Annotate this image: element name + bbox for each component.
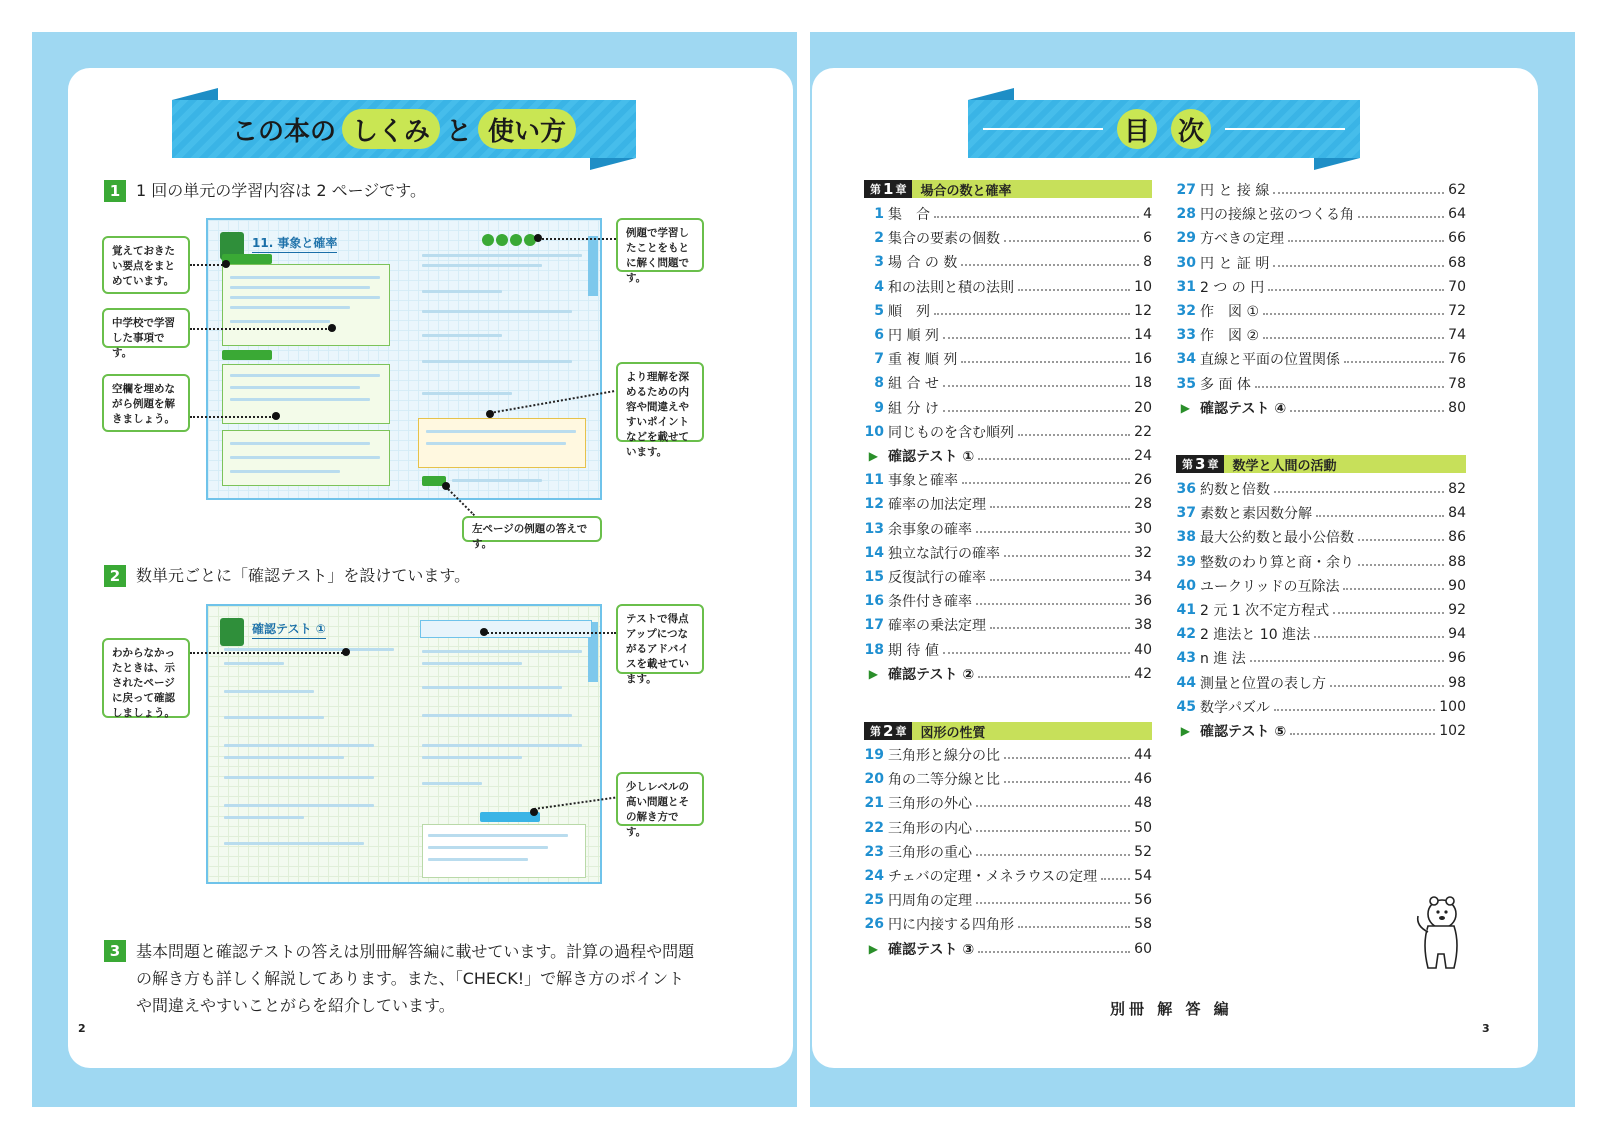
- toc-item-page: 76: [1448, 351, 1466, 368]
- dot-leader: [976, 902, 1130, 904]
- toc-item: [864, 767, 1152, 791]
- toc-item: [864, 420, 1152, 444]
- toc-item-title: 事象と確率: [888, 473, 958, 490]
- dot-leader: [1290, 733, 1435, 735]
- dot-leader: [1358, 216, 1444, 218]
- toc-item-page: 54: [1134, 868, 1152, 884]
- toc-item-title: 直線と平面の位置関係: [1200, 352, 1340, 369]
- toc-item-title: 整数のわり算と商・余り: [1200, 554, 1354, 571]
- toc-item: [1176, 299, 1466, 323]
- toc-item: [1176, 347, 1466, 371]
- toc-item-number: 2: [874, 230, 884, 247]
- callout-advice: テストで得点アップにつながるアドバイスを載せています。: [616, 604, 704, 674]
- sample-page-2: [206, 604, 602, 884]
- toc-item-page: 14: [1134, 327, 1152, 343]
- dot-leader: [962, 482, 1130, 484]
- dot-leader: [1273, 192, 1444, 194]
- triangle-icon: ▶: [868, 941, 878, 956]
- dot-leader: [1358, 564, 1444, 566]
- toc-review-test: [1176, 396, 1466, 420]
- toc-item-number: 44: [1176, 674, 1196, 691]
- toc-item-number: 10: [864, 423, 884, 440]
- toc-item-page: 94: [1448, 626, 1466, 643]
- toc-item: [864, 323, 1152, 347]
- toc-item-number: 28: [1176, 206, 1196, 223]
- toc-item-page: 4: [1143, 206, 1152, 222]
- toc-item: [1176, 323, 1466, 347]
- toc-item-title: 数学パズル: [1200, 699, 1270, 716]
- sample-page-title: 11. 事象と確率: [252, 234, 337, 253]
- toc-item-page: 8: [1143, 254, 1152, 271]
- toc-item-title: 約数と倍数: [1200, 482, 1270, 498]
- left-banner: [172, 100, 636, 158]
- toc-item-number: 21: [864, 795, 884, 812]
- triangle-icon: ▶: [1180, 724, 1190, 738]
- toc-item: [1176, 646, 1466, 670]
- callout-junior-high: 中学校で学習した事項です。: [102, 308, 190, 348]
- toc-item-number: 19: [864, 747, 884, 763]
- toc-item-title: 順 列: [888, 303, 930, 320]
- dot-leader: [1004, 555, 1130, 557]
- dot-leader: [976, 854, 1130, 856]
- dot-leader: [1274, 709, 1435, 711]
- toc-item-page: 100: [1439, 698, 1466, 715]
- toc-item-page: 16: [1134, 351, 1152, 368]
- toc-item-title: 反復試行の確率: [888, 570, 986, 586]
- toc-item: [1176, 372, 1466, 396]
- dot-leader: [1004, 781, 1130, 783]
- toc-item-title: 三角形の重心: [888, 844, 972, 861]
- advice-box: [420, 620, 592, 638]
- toc-item-title: 三角形の外心: [888, 796, 972, 813]
- toc-item-title: 組 分 け: [888, 400, 939, 417]
- step-text: 1 回の単元の学習内容は 2 ページです。: [136, 181, 427, 200]
- dot-leader: [1255, 386, 1444, 388]
- toc-item-page: 80: [1448, 399, 1466, 416]
- dot-leader: [1288, 240, 1444, 242]
- toc-item-page: 18: [1134, 375, 1152, 392]
- toc-item-title: 確率の乗法定理: [888, 618, 986, 635]
- banner-bubble-2: 使い方: [478, 109, 576, 149]
- toc-item-number: 37: [1176, 505, 1196, 522]
- step-text: 数単元ごとに「確認テスト」を設けています。: [136, 566, 471, 585]
- toc-item-number: 36: [1176, 481, 1196, 497]
- toc-item-number: 40: [1176, 577, 1196, 594]
- toc-item-title: 確認テスト ④: [1200, 400, 1287, 417]
- toc-item-number: 43: [1176, 650, 1196, 667]
- callout-summary: 覚えておきたい要点をまとめています。: [102, 236, 190, 294]
- toc-item-title: 重 複 順 列: [888, 352, 958, 369]
- toc-item: [864, 816, 1152, 840]
- sample-page-title: 確認テスト ①: [252, 620, 326, 639]
- dot-leader: [943, 410, 1130, 412]
- toc-item-number: 24: [864, 868, 884, 884]
- toc-item-page: 38: [1134, 617, 1152, 634]
- chapter-1-header: 第 1 章 場合の数と確率: [864, 180, 1152, 198]
- banner-bubble-1: しくみ: [342, 109, 440, 149]
- toc-item: [864, 912, 1152, 936]
- toc-item-page: 12: [1134, 302, 1152, 319]
- toc-item-number: 8: [874, 375, 884, 392]
- toc-item: [1176, 550, 1466, 574]
- toc-item-number: 11: [864, 472, 884, 489]
- toc-item-title: 円 順 列: [888, 328, 939, 344]
- toc-item-number: 20: [864, 771, 884, 788]
- toc-item-number: 34: [1176, 351, 1196, 368]
- toc-item: [1176, 525, 1466, 549]
- chapter-tag: [220, 618, 244, 646]
- toc-item-title: 円の接線と弦のつくる角: [1200, 207, 1354, 224]
- toc-item-page: 98: [1448, 674, 1466, 691]
- dot-leader: [943, 652, 1130, 654]
- toc-item: [864, 589, 1152, 613]
- toc-item-number: 33: [1176, 327, 1196, 344]
- step-number: 2: [104, 565, 126, 587]
- dot-leader: [961, 361, 1130, 363]
- dot-leader: [1004, 240, 1139, 242]
- sample-page-1: [206, 218, 602, 500]
- step-2: [104, 563, 470, 589]
- toc-item-title: 確認テスト ①: [888, 449, 975, 465]
- toc-item: [1176, 574, 1466, 598]
- toc-item-number: 1: [874, 206, 884, 222]
- bear-mascot-icon: [1412, 892, 1468, 972]
- toc-item-page: 90: [1448, 577, 1466, 594]
- dot-leader: [1101, 878, 1130, 880]
- toc-item-number: 17: [864, 617, 884, 634]
- dot-leader: [934, 216, 1139, 218]
- chapter-title: 場合の数と確率: [920, 183, 1012, 199]
- step-number: 3: [104, 940, 126, 962]
- step-1: [104, 178, 426, 204]
- toc-item-title: 2 つ の 円: [1200, 279, 1265, 296]
- toc-item: [1176, 671, 1466, 695]
- toc-item-title: 角の二等分線と比: [888, 772, 1000, 789]
- toc-item-title: 三角形の内心: [888, 820, 972, 837]
- toc-item-number: 29: [1176, 230, 1196, 247]
- dot-leader: [1333, 612, 1444, 614]
- dot-leader: [1018, 926, 1130, 928]
- toc-item-page: 44: [1134, 747, 1152, 763]
- toc-item-number: 18: [864, 641, 884, 658]
- callout-fill-in: 空欄を埋めながら例題を解きましょう。: [102, 374, 190, 432]
- dot-leader: [978, 951, 1130, 953]
- toc-item-number: 22: [864, 819, 884, 836]
- toc-item-page: 28: [1134, 496, 1152, 513]
- toc-item-page: 22: [1134, 423, 1152, 440]
- toc-item: [1176, 275, 1466, 299]
- dot-leader: [978, 458, 1130, 460]
- dot-leader: [1018, 434, 1130, 436]
- toc-item-page: 62: [1448, 182, 1466, 198]
- toc-item-page: 42: [1134, 665, 1152, 682]
- toc-item-title: 多 面 体: [1200, 376, 1251, 393]
- banner-text-2: と: [446, 116, 473, 147]
- dot-leader: [934, 313, 1130, 315]
- toc-item: [864, 396, 1152, 420]
- toc-item-number: 25: [864, 892, 884, 909]
- toc-item: [1176, 178, 1466, 202]
- chapter-3-header: 第 3 章 数学と人間の活動: [1176, 455, 1466, 473]
- toc-item-title: 円 と 証 明: [1200, 255, 1270, 272]
- toc-item-page: 10: [1134, 278, 1152, 295]
- toc-item-number: 32: [1176, 303, 1196, 319]
- callout-deeper: より理解を深めるための内容や間違えやすいポイントなどを載せています。: [616, 362, 704, 442]
- toc-item: [864, 541, 1152, 565]
- toc-item: [1176, 202, 1466, 226]
- toc-item-number: 26: [864, 916, 884, 933]
- page-number-right: 3: [1482, 1022, 1490, 1035]
- dot-leader: [990, 506, 1130, 508]
- toc-review-test: [864, 444, 1152, 468]
- toc-item-title: 確率の加法定理: [888, 497, 986, 514]
- dot-leader: [976, 830, 1130, 832]
- dot-leader: [961, 264, 1139, 266]
- toc-item: [864, 638, 1152, 662]
- toc-item-number: 3: [874, 254, 884, 271]
- toc-item-page: 78: [1448, 375, 1466, 392]
- step-text: 基本問題と確認テストの答えは別冊解答編に載せています。計算の過程や問題 の解き方も詳しく解説してあります。また、「CHECK!」で解き方のポイント や間違えやすいことがらを紹介しています。: [136, 942, 695, 1015]
- banner-bubble-2: 次: [1171, 109, 1211, 149]
- toc-item: [1176, 598, 1466, 622]
- toc-item-page: 70: [1448, 278, 1466, 295]
- toc-item-number: 27: [1176, 182, 1196, 198]
- dot-leader: [1273, 265, 1444, 267]
- toc-item-title: 作 図 ②: [1200, 328, 1260, 345]
- toc-item: [864, 202, 1152, 226]
- toc-item-page: 58: [1134, 916, 1152, 933]
- toc-item-title: 方べきの定理: [1200, 231, 1284, 248]
- dot-leader: [976, 531, 1130, 533]
- toc-review-test: [864, 662, 1152, 686]
- toc-item-page: 96: [1448, 650, 1466, 667]
- toc-item-title: 2 元 1 次不定方程式: [1200, 603, 1330, 619]
- dot-leader: [1004, 757, 1130, 759]
- callout-answers: 左ページの例題の答えです。: [462, 516, 602, 542]
- toc-item-number: 6: [874, 327, 884, 343]
- dot-leader: [1358, 539, 1444, 541]
- toc-item-title: ユークリッドの互除法: [1200, 578, 1340, 595]
- example-box: [222, 364, 390, 424]
- toc-item: [864, 565, 1152, 589]
- dot-leader: [1343, 588, 1444, 590]
- toc-item-number: 9: [874, 399, 884, 416]
- dot-leader: [1274, 491, 1444, 493]
- toc-item-title: 集 合: [888, 207, 930, 223]
- toc-item-title: 円 と 接 線: [1200, 183, 1270, 199]
- toc-item: [864, 613, 1152, 637]
- toc-item: [864, 299, 1152, 323]
- side-tab: [588, 236, 598, 296]
- dot-leader: [943, 385, 1130, 387]
- toc-item-title: 組 合 せ: [888, 376, 939, 393]
- toc-item: [864, 888, 1152, 912]
- toc-item: [864, 840, 1152, 864]
- banner-text-1: この本の: [231, 116, 336, 147]
- toc-item: [1176, 226, 1466, 250]
- toc-item-page: 46: [1134, 771, 1152, 788]
- dot-leader: [1263, 337, 1444, 339]
- toc-item-title: 測量と位置の表し方: [1200, 675, 1326, 692]
- toc-item-page: 102: [1439, 723, 1466, 739]
- toc-item-title: 円周角の定理: [888, 893, 972, 910]
- dot-leader: [978, 676, 1130, 678]
- toc-item-number: 7: [874, 351, 884, 368]
- toc-item-title: チェバの定理・メネラウスの定理: [888, 869, 1098, 885]
- toc-item-title: 条件付き確率: [888, 594, 972, 611]
- toc-item-page: 64: [1448, 206, 1466, 223]
- toc-item: [1176, 622, 1466, 646]
- toc-item-number: 42: [1176, 626, 1196, 643]
- toc-item-number: 15: [864, 569, 884, 585]
- toc-item-title: 和の法則と積の法則: [888, 279, 1014, 296]
- toc-item-page: 56: [1134, 892, 1152, 909]
- toc-item-page: 26: [1134, 472, 1152, 489]
- toc-item-title: 最大公約数と最小公倍数: [1200, 530, 1354, 547]
- toc-item-number: 35: [1176, 375, 1196, 392]
- dot-leader: [976, 603, 1130, 605]
- toc-item: [864, 864, 1152, 888]
- toc-item-page: 30: [1134, 520, 1152, 537]
- chapter-title: 図形の性質: [920, 725, 986, 741]
- chapter-2-header: 第 2 章 図形の性質: [864, 722, 1152, 740]
- toc-item-title: 円に内接する四角形: [888, 917, 1014, 934]
- banner-bubble-1: 目: [1117, 109, 1157, 149]
- toc-item-page: 34: [1134, 569, 1152, 585]
- dot-leader: [1316, 515, 1444, 517]
- dot-leader: [1268, 289, 1444, 291]
- toc-item-page: 84: [1448, 505, 1466, 522]
- toc-item: [864, 743, 1152, 767]
- toc-item-page: 50: [1134, 819, 1152, 836]
- toc-item-number: 16: [864, 593, 884, 610]
- toc-item-page: 36: [1134, 593, 1152, 610]
- toc-item-title: 余事象の確率: [888, 521, 972, 538]
- toc-item: [1176, 501, 1466, 525]
- dot-leader: [1290, 410, 1444, 412]
- toc-item: [864, 250, 1152, 274]
- toc-item: [864, 275, 1152, 299]
- toc-item-page: 66: [1448, 230, 1466, 247]
- step-3: [104, 938, 694, 1019]
- dot-leader: [1330, 685, 1444, 687]
- dot-leader: [1250, 660, 1444, 662]
- toc-item: [864, 371, 1152, 395]
- toc-item-title: 確認テスト ②: [888, 666, 975, 683]
- dot-leader: [976, 805, 1130, 807]
- toc-item-page: 48: [1134, 795, 1152, 812]
- toc-item-page: 88: [1448, 553, 1466, 570]
- page-number-left: 2: [78, 1022, 86, 1035]
- toc-item: [864, 517, 1152, 541]
- right-banner: [968, 100, 1360, 158]
- dot-leader: [943, 337, 1130, 339]
- dot-leader: [1018, 289, 1130, 291]
- toc-item: [864, 468, 1152, 492]
- toc-item-number: 41: [1176, 602, 1196, 618]
- toc-item-number: 4: [874, 278, 884, 295]
- toc-item-page: 20: [1134, 399, 1152, 416]
- toc-item-number: 14: [864, 544, 884, 561]
- toc-item-title: 確認テスト ⑤: [1200, 724, 1287, 740]
- toc-review-test: [1176, 719, 1466, 743]
- toc-item-page: 40: [1134, 641, 1152, 658]
- step-number: 1: [104, 180, 126, 202]
- toc-item: [864, 226, 1152, 250]
- toc-item-page: 32: [1134, 544, 1152, 561]
- dot-leader: [990, 627, 1130, 629]
- toc-item-title: 場 合 の 数: [888, 255, 958, 272]
- toc-item-title: 素数と素因数分解: [1200, 506, 1312, 523]
- toc-item-title: 集合の要素の個数: [888, 231, 1000, 248]
- toc-item-title: 期 待 値: [888, 642, 939, 659]
- toc-item-number: 30: [1176, 254, 1196, 271]
- toc-item-title: 確認テスト ③: [888, 941, 975, 958]
- toc-item-title: 2 進法と 10 進法: [1200, 627, 1311, 644]
- toc-item-number: 5: [874, 302, 884, 319]
- toc-item-page: 82: [1448, 481, 1466, 497]
- toc-item-title: 作 図 ①: [1200, 304, 1260, 320]
- challenge-box: [422, 824, 586, 878]
- toc-review-test: [864, 937, 1152, 961]
- toc-item: [864, 791, 1152, 815]
- toc-item-title: 三角形と線分の比: [888, 748, 1000, 764]
- toc-item: [1176, 695, 1466, 719]
- toc-item-page: 60: [1134, 940, 1152, 957]
- chapter-title: 数学と人間の活動: [1232, 458, 1337, 474]
- answer-booklet-label: 別冊 解 答 編: [1110, 1000, 1233, 1018]
- toc-item: [1176, 477, 1466, 501]
- toc-item-page: 92: [1448, 602, 1466, 618]
- triangle-icon: ▶: [868, 666, 878, 681]
- toc-item: [864, 492, 1152, 516]
- toc-item-number: 39: [1176, 553, 1196, 570]
- dot-leader: [1344, 361, 1444, 363]
- toc-item-page: 72: [1448, 303, 1466, 319]
- toc-item-page: 68: [1448, 254, 1466, 271]
- callout-challenge: 少しレベルの高い問題とその解き方です。: [616, 772, 704, 826]
- dot-leader: [990, 579, 1130, 581]
- dot-leader: [1263, 313, 1444, 315]
- toc-item-number: 13: [864, 520, 884, 537]
- triangle-icon: ▶: [1180, 400, 1190, 415]
- callout-practice: 例題で学習したことをもとに解く問題です。: [616, 218, 704, 272]
- toc-item-page: 52: [1134, 843, 1152, 860]
- toc-item-title: 同じものを含む順列: [888, 424, 1014, 441]
- toc-item-page: 74: [1448, 327, 1466, 344]
- toc-item-number: 31: [1176, 278, 1196, 295]
- toc-item-number: 45: [1176, 698, 1196, 715]
- toc-item-page: 6: [1143, 230, 1152, 247]
- toc-item-page: 24: [1134, 448, 1152, 464]
- toc-item: [1176, 251, 1466, 275]
- toc-item-number: 23: [864, 843, 884, 860]
- triangle-icon: ▶: [868, 449, 878, 463]
- toc-item-title: n 進 法: [1200, 651, 1246, 668]
- toc-item-number: 38: [1176, 529, 1196, 546]
- toc-item-number: 12: [864, 496, 884, 513]
- toc-item-title: 独立な試行の確率: [888, 545, 1000, 562]
- toc-item: [864, 347, 1152, 371]
- callout-review: わからなかったときは、示されたページに戻って確認しましょう。: [102, 638, 190, 718]
- dot-leader: [1314, 636, 1444, 638]
- toc-item-page: 86: [1448, 529, 1466, 546]
